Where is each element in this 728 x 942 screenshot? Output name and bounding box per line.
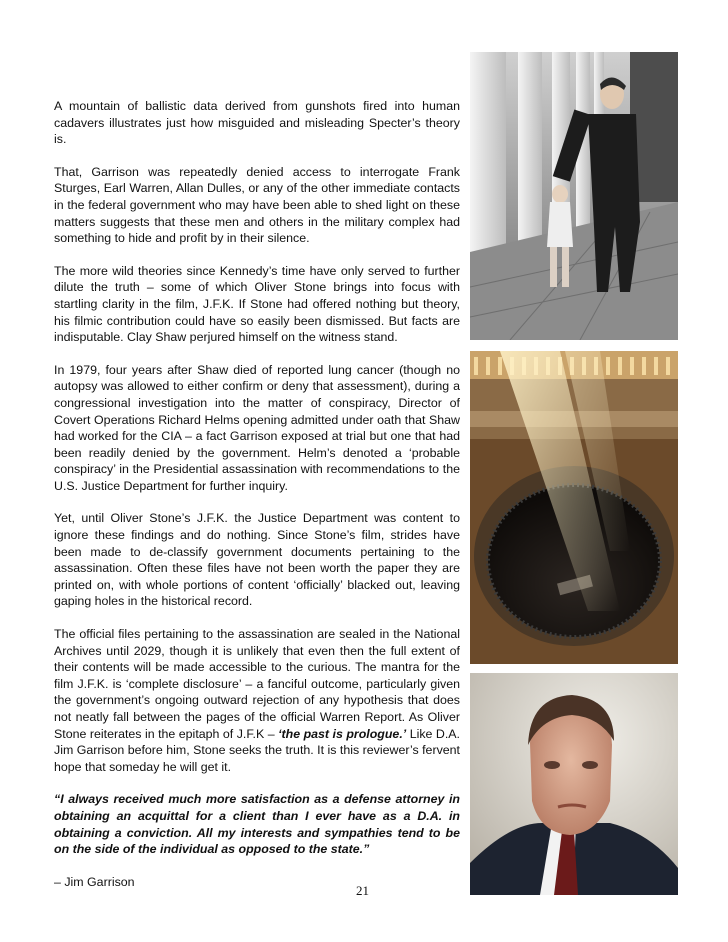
epitaph-emphasis: ‘the past is prologue.’ <box>278 726 407 741</box>
paragraph-ballistics: A mountain of ballistic data derived from gunshots fired into human cadavers illustrates just how misguided and misleading Specter’s theory is. <box>54 99 460 147</box>
sealed-files-closing: Like D.A. Jim Garrison before him, Stone seeks the truth. It is this reviewer’s fervent hope that someday he will get it. <box>54 726 460 774</box>
sealed-files-text: The official files pertaining to the assassination are sealed in the National Archives until 2029, though it is unlikely that even then the full extent of their contents will be made accessible to the curious. The mantra for the film J.F.K. is ‘complete disclosure’ – a fanciful outcome, particularly given the government’s ongoing outward rejection of any hypothesis that does not neatly fall between the pages of the official Warren Report. As Oliver Stone reiterates in the epitaph of J.F.K – <box>54 627 460 741</box>
quote-attribution: – Jim Garrison <box>54 874 135 889</box>
photo-capitol-rotunda-casket <box>470 351 678 664</box>
paragraph-wild-theories: The more wild theories since Kennedy’s time have only served to further dilute the truth – some of which Oliver Stone brings into focus with startling clarity in the film, J.F.K. If Stone had offered nothing but theory, his filmic contribution could have so easily been dismissed. But facts are indisputable. Clay Shaw perjured himself on the witness stand. <box>54 263 460 345</box>
photo-kennedy-with-son-colonnade <box>470 52 678 340</box>
paragraph-justice-department: Yet, until Oliver Stone’s J.F.K. the Justice Department was content to ignore these findings and do nothing. Since Stone’s film, strides have been made to de-classify government documents pertaining to the assassination. Often these files have not been worth the paper they are printed on, with whole portions of content ‘officially’ blacked out, leaving gaping holes in the historical record. <box>54 511 460 609</box>
photo-jim-garrison-portrait <box>470 673 678 895</box>
paragraph-sealed-files <box>54 626 460 775</box>
paragraph-1979-investigation: In 1979, four years after Shaw died of reported lung cancer (though no autopsy was allowed to either confirm or deny that assessment), during a congressional investigation into the matter of conspiracy, Director of Covert Operations Richard Helms opening admitted under oath that Shaw had worked for the CIA – a fact Garrison exposed at trial but one that had been readily denied by the government. Helm’s denoted a ‘probable conspiracy’ in the Presidential assassination with recommendations to the U.S. Justice Department for further inquiry. <box>54 362 460 493</box>
article-body <box>54 98 460 906</box>
garrison-quote: “I always received much more satisfaction as a defense attorney in obtaining an acquittal for a client than I ever have as a D.A. in obtaining a conviction. All my interests and sympathies tend to be on the side of the individual as opposed to the state.” <box>54 792 460 857</box>
paragraph-garrison-denied: That, Garrison was repeatedly denied access to interrogate Frank Sturges, Earl Warren, Allan Dulles, or any of the other immediate contacts in the federal government who may have been able to shed light on these matters suggests that these men and others in the military complex had something to hide and profit by in their silence. <box>54 164 460 246</box>
page-number: 21 <box>356 883 369 898</box>
